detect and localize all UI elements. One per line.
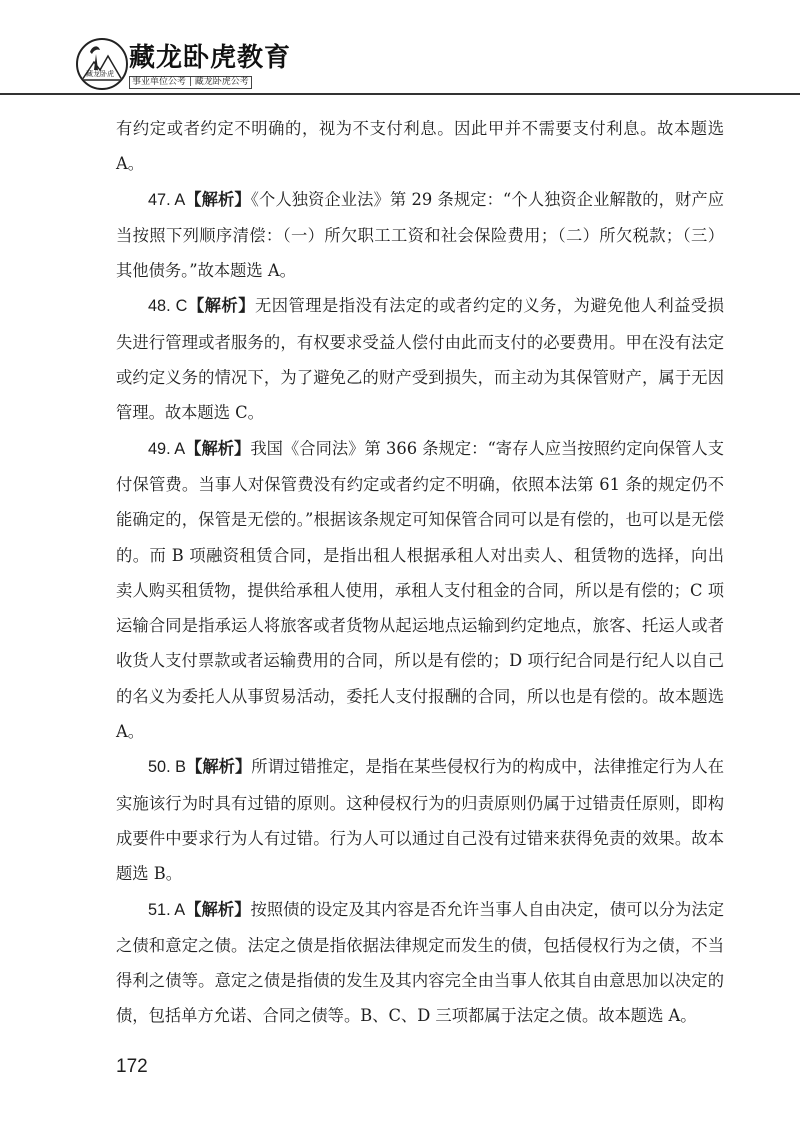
question-number: 51. A bbox=[148, 900, 186, 919]
question-number: 47. A bbox=[148, 190, 186, 209]
analysis-tag: 【解析】 bbox=[187, 296, 255, 316]
paragraph-text: 无因管理是指没有法定的或者约定的义务，为避免他人利益受损失进行管理或者服务的，有权要求受益人偿付由此而支付的必要费用。甲在没有法定或约定义务的情况下，为了避免乙的财产受到损失，而主动为其保管财产，属于无因管理。故本题选 C。 bbox=[116, 296, 724, 423]
question-number: 49. A bbox=[148, 439, 186, 458]
page-header bbox=[0, 0, 800, 95]
mountain-tiger-icon bbox=[78, 40, 126, 88]
analysis-tag: 【解析】 bbox=[186, 757, 252, 777]
paragraph-text: 《个人独资企业法》第 29 条规定：“个人独资企业解散的，财产应当按照下列顺序清偿：（一）所欠职工工资和社会保险费用；（二）所欠税款；（三）其他债务。”故本题选 A。 bbox=[116, 189, 724, 281]
answer-49 bbox=[116, 431, 724, 750]
answer-51 bbox=[116, 892, 724, 1034]
page-number: 172 bbox=[116, 1056, 148, 1077]
analysis-tag: 【解析】 bbox=[185, 899, 251, 919]
paragraph-continuation bbox=[116, 111, 724, 182]
answer-explanations bbox=[116, 111, 724, 1034]
brand-subtitle: 事业单位公考 | 藏龙卧虎公考 bbox=[129, 76, 252, 89]
paragraph-text: 按照债的设定及其内容是否允许当事人自由决定，债可以分为法定之债和意定之债。法定之债是指依据法律规定而发生的债，包括侵权行为之债，不当得利之债等。意定之债是指债的发生及其内容完全由当事人依其自由意思加以决定的债，包括单方允诺、合同之债等。B、C、D 三项都属于法定之债。故本题选 A。 bbox=[116, 899, 724, 1026]
analysis-tag: 【解析】 bbox=[185, 189, 251, 209]
answer-50 bbox=[116, 749, 724, 891]
brand-title: 藏龙卧虎教育 bbox=[129, 43, 292, 73]
paragraph-text: 所谓过错推定，是指在某些侵权行为的构成中，法律推定行为人在实施该行为时具有过错的原则。这种侵权行为的归责原则仍属于过错责任原则，即构成要件中要求行为人有过错。行为人可以通过自己没有过错来获得免责的效果。故本题选 B。 bbox=[116, 757, 724, 884]
paragraph-text: 有约定或者约定不明确的，视为不支付利息。因此甲并不需要支付利息。故本题选 A。 bbox=[116, 119, 724, 174]
question-number: 48. C bbox=[148, 297, 188, 316]
paragraph-text: 我国《合同法》第 366 条规定：“寄存人应当按照约定向保管人支付保管费。当事人对保管费没有约定或者约定不明确，依照本法第 61 条的规定仍不能确定的，保管是无偿的。”根据该条规定可知保管合同可以是有偿的，也可以是无偿的。而 B 项融资租赁合同，是指出租人根据承租人对出卖人、租赁物的选择，向出卖人购买租赁物，提供给承租人使用，承租人支付租金的合同，所以是有偿的；C 项运输合同是指承运人将旅客或者货物从起运地点运输到约定地点，旅客、托运人或者收货人支付票款或者运输费用的合同，所以是有偿的；D 项行纪合同是行纪人以自己的名义为委托人从事贸易活动，委托人支付报酬的合同，所以也是有偿的。故本题选 A。 bbox=[116, 438, 724, 742]
brand-logo bbox=[76, 38, 128, 90]
analysis-tag: 【解析】 bbox=[185, 438, 251, 458]
logo-caption: 藏龙卧虎 bbox=[86, 70, 114, 78]
question-number: 50. B bbox=[148, 758, 187, 777]
answer-47 bbox=[116, 182, 724, 289]
header-divider bbox=[0, 93, 800, 95]
answer-48 bbox=[116, 288, 724, 430]
